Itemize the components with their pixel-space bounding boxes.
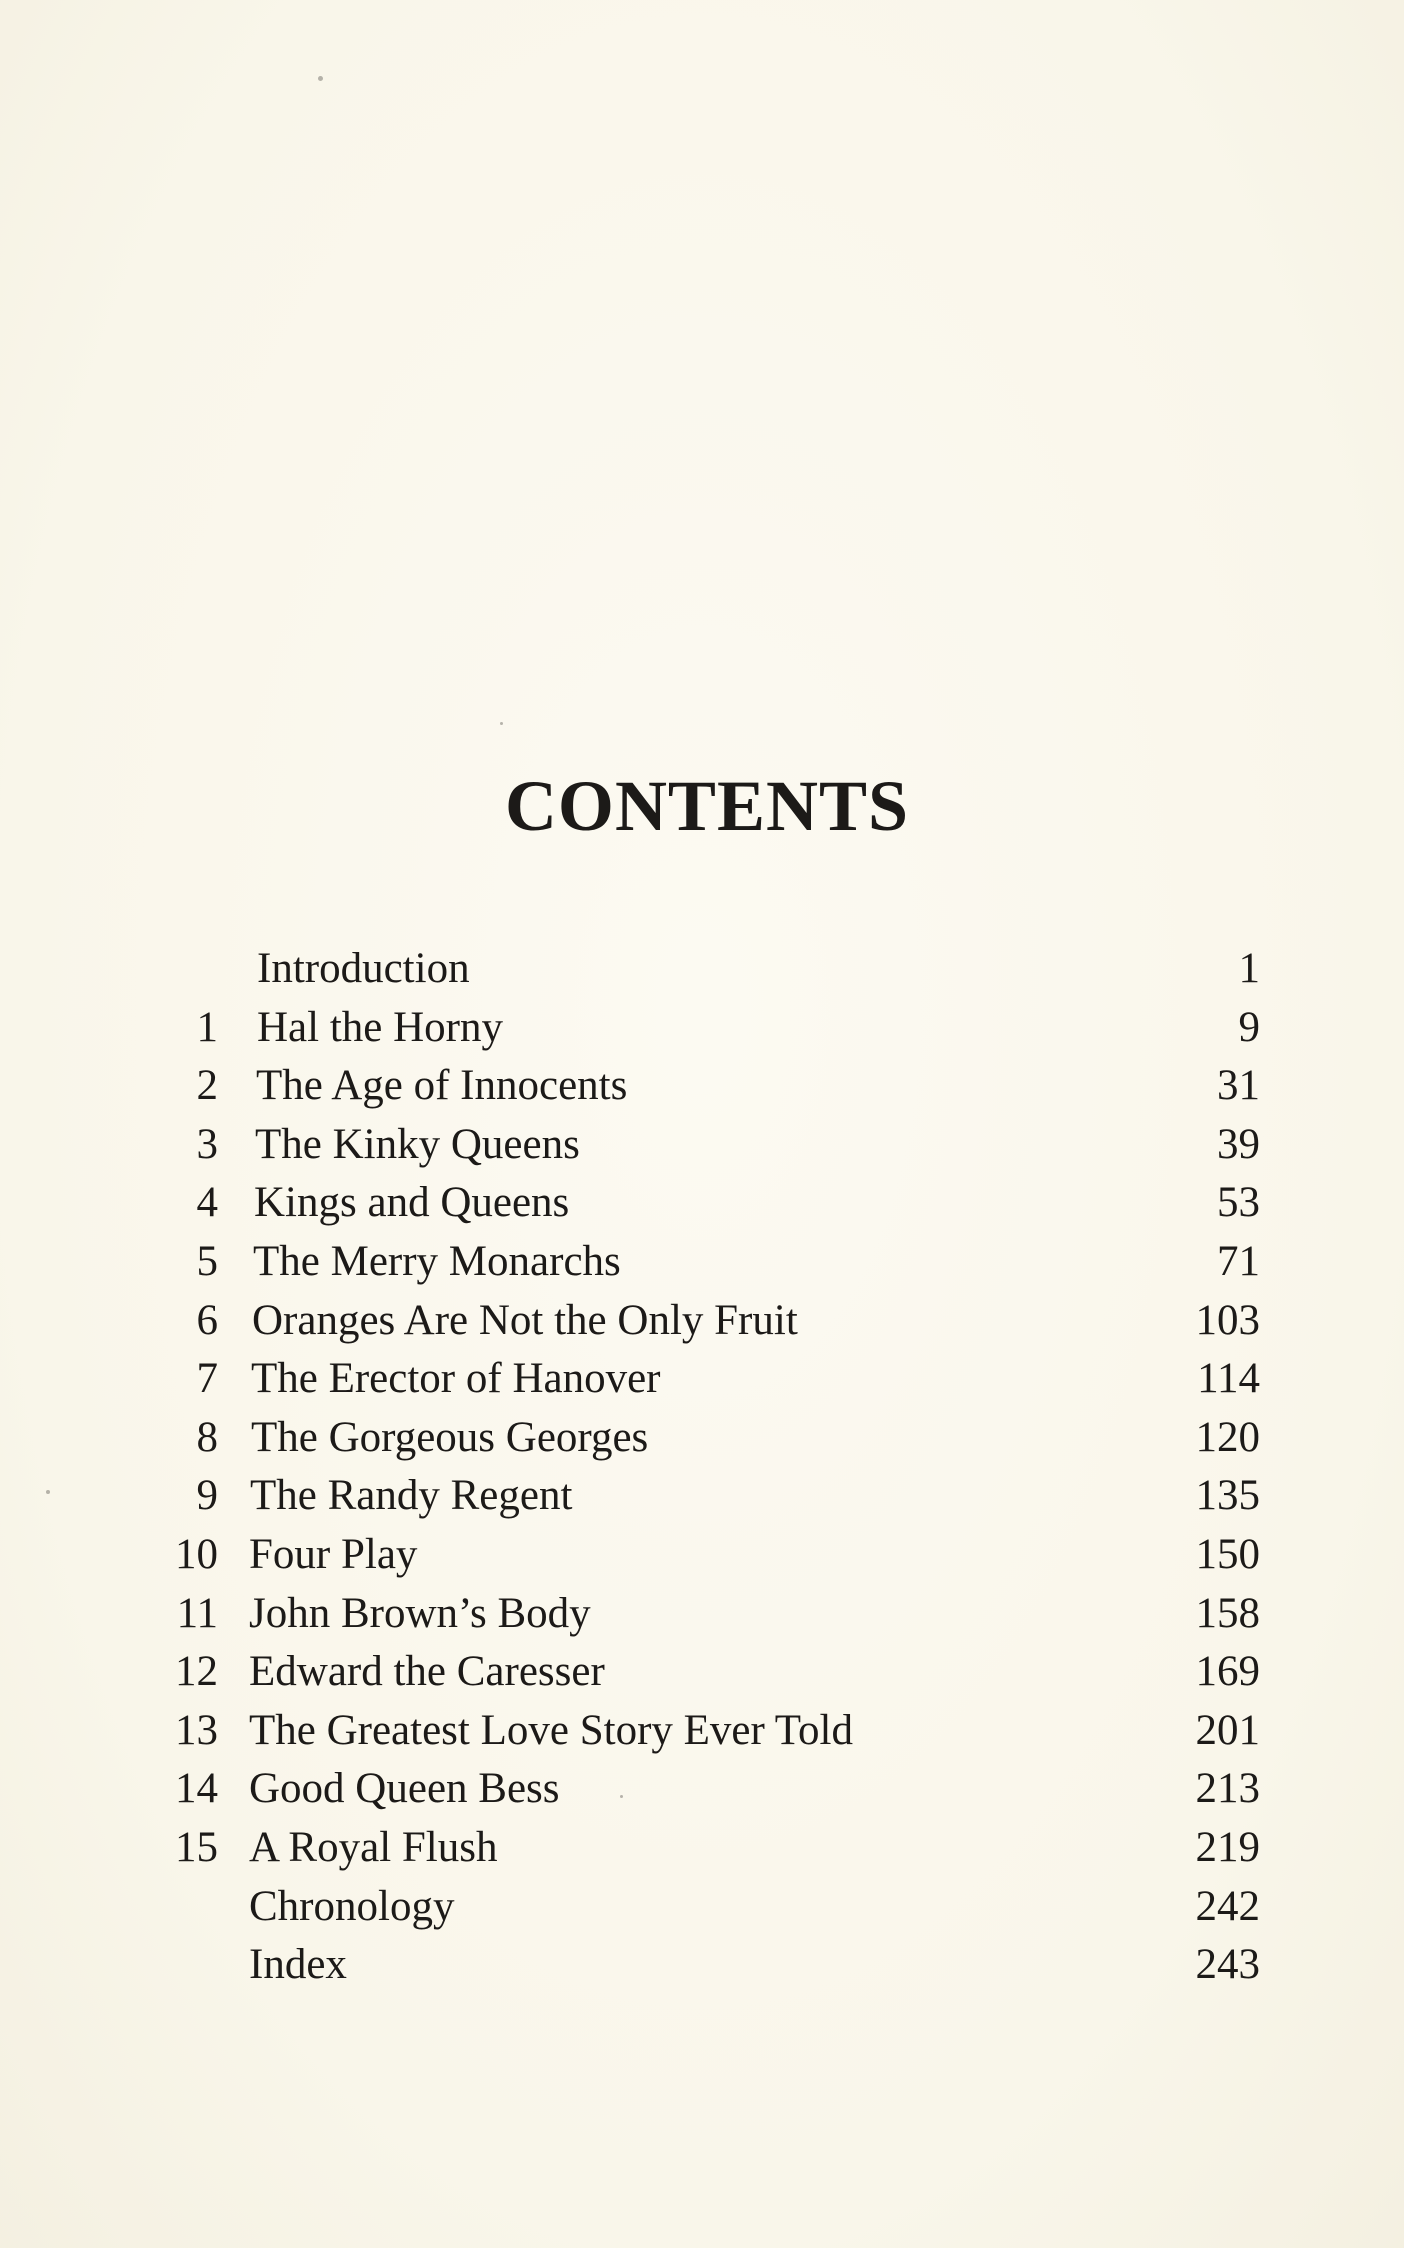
chapter-title: A Royal Flush (249, 1823, 498, 1871)
toc-entry[interactable] (150, 1526, 1260, 1585)
toc-entry[interactable] (150, 1350, 1260, 1409)
page-number: 213 (1195, 1765, 1260, 1813)
toc-entry[interactable] (150, 1643, 1260, 1702)
chapter-title: The Kinky Queens (255, 1120, 580, 1168)
page-number: 1 (1238, 945, 1260, 992)
chapter-number: 9 (196, 1472, 218, 1520)
page-number: 71 (1217, 1237, 1260, 1285)
chapter-title: The Merry Monarchs (253, 1237, 621, 1285)
toc-entry[interactable] (150, 1057, 1260, 1116)
chapter-title: Good Queen Bess (249, 1765, 560, 1813)
page-number: 120 (1195, 1413, 1260, 1461)
page-number: 158 (1195, 1589, 1260, 1637)
toc-entry[interactable] (150, 1174, 1260, 1233)
chapter-number: 7 (196, 1355, 218, 1403)
chapter-title: John Brown’s Body (249, 1589, 591, 1637)
page-number: 219 (1195, 1823, 1260, 1871)
paper-speck (500, 722, 503, 725)
paper-speck (318, 76, 323, 81)
chapter-title: The Erector of Hanover (251, 1355, 661, 1403)
page-number: 114 (1197, 1355, 1260, 1403)
paper-speck (46, 1490, 50, 1494)
page-number: 9 (1238, 1003, 1260, 1051)
chapter-number: 3 (196, 1120, 218, 1168)
page-number: 169 (1195, 1648, 1260, 1696)
chapter-title: Index (249, 1941, 347, 1989)
page-number: 135 (1195, 1472, 1260, 1520)
chapter-title: Hal the Horny (257, 1003, 503, 1051)
toc-entry[interactable] (150, 1760, 1260, 1819)
chapter-title: Kings and Queens (254, 1179, 570, 1227)
toc-entry[interactable] (150, 1819, 1260, 1878)
chapter-number: 8 (196, 1413, 218, 1461)
toc-entry[interactable] (150, 1292, 1260, 1351)
page-number: 150 (1195, 1530, 1260, 1578)
chapter-number: 4 (196, 1179, 218, 1227)
chapter-title: The Gorgeous Georges (251, 1413, 649, 1461)
page-number: 53 (1217, 1179, 1260, 1227)
chapter-number: 6 (196, 1296, 218, 1344)
chapter-title: Introduction (257, 945, 470, 992)
page-number: 201 (1195, 1706, 1260, 1754)
chapter-number: 12 (175, 1648, 218, 1696)
chapter-title: Edward the Caresser (249, 1648, 605, 1696)
toc-entry[interactable] (150, 999, 1260, 1058)
chapter-title: Four Play (249, 1530, 418, 1578)
toc-entry[interactable] (150, 1585, 1260, 1644)
chapter-title: Chronology (249, 1882, 455, 1930)
toc-entry[interactable] (150, 1702, 1260, 1761)
toc-entry[interactable] (150, 1116, 1260, 1175)
table-of-contents (150, 940, 1260, 1995)
chapter-number: 5 (196, 1237, 218, 1285)
chapter-number: 2 (196, 1062, 218, 1110)
page-number: 103 (1195, 1296, 1260, 1344)
chapter-number: 14 (175, 1765, 218, 1813)
chapter-title: The Age of Innocents (256, 1062, 628, 1110)
page-number: 242 (1195, 1882, 1260, 1930)
chapter-number: 13 (175, 1706, 218, 1754)
toc-entry[interactable] (150, 1409, 1260, 1468)
toc-entry[interactable] (150, 1936, 1260, 1995)
chapter-title: The Randy Regent (250, 1472, 573, 1520)
toc-entry[interactable] (150, 1233, 1260, 1292)
chapter-title: Oranges Are Not the Only Fruit (252, 1296, 798, 1344)
toc-entry[interactable] (150, 940, 1260, 999)
page-number: 243 (1195, 1941, 1260, 1989)
toc-entry[interactable] (150, 1878, 1260, 1937)
chapter-number: 11 (176, 1589, 218, 1637)
page-number: 31 (1217, 1062, 1260, 1110)
page-title: CONTENTS (504, 766, 910, 847)
chapter-title: The Greatest Love Story Ever Told (249, 1706, 853, 1754)
chapter-number: 1 (196, 1003, 218, 1051)
chapter-number: 10 (175, 1530, 218, 1578)
toc-entry[interactable] (150, 1467, 1260, 1526)
chapter-number: 15 (175, 1823, 218, 1871)
page-number: 39 (1217, 1120, 1260, 1168)
